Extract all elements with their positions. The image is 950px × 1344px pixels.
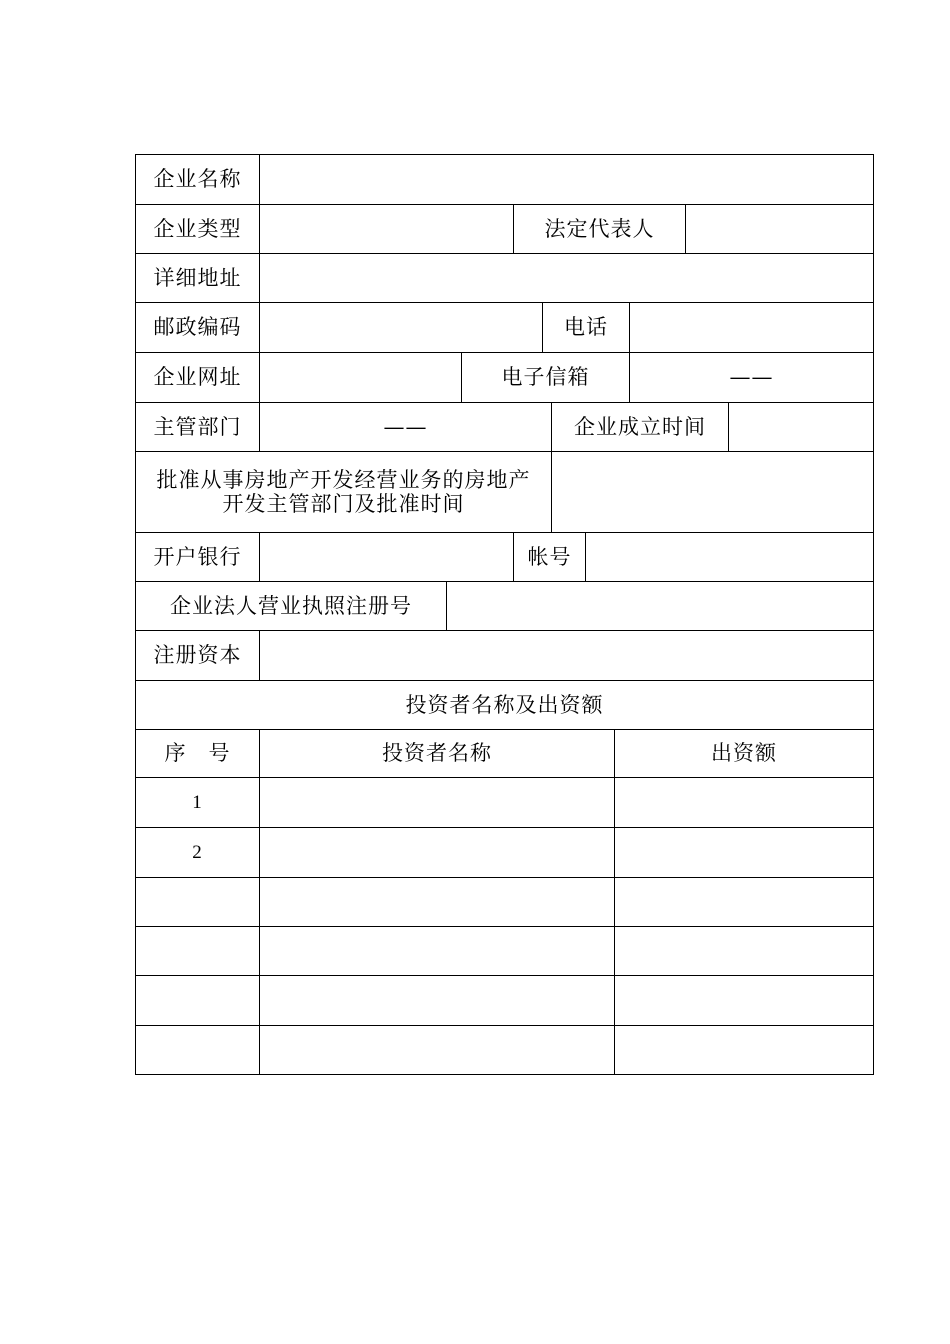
authority-label: 主管部门 [136, 403, 260, 451]
legal-rep-label: 法定代表人 [514, 205, 686, 253]
investor-name-field[interactable] [260, 976, 615, 1025]
col-investor-name-header: 投资者名称 [260, 730, 615, 777]
investor-amount-field[interactable] [615, 1026, 873, 1074]
founded-label: 企业成立时间 [552, 403, 729, 451]
license-field[interactable] [447, 582, 873, 630]
capital-label: 注册资本 [136, 631, 260, 680]
website-field[interactable] [260, 353, 462, 402]
authority-field[interactable]: —— [260, 403, 552, 451]
investor-amount-field[interactable] [615, 927, 873, 975]
investor-seq [136, 927, 260, 975]
address-label: 详细地址 [136, 254, 260, 302]
row-company-name [136, 155, 873, 205]
postcode-label: 邮政编码 [136, 303, 260, 352]
investor-seq [136, 1026, 260, 1074]
enterprise-info-form [135, 154, 874, 1075]
phone-label: 电话 [543, 303, 630, 352]
investor-amount-field[interactable] [615, 976, 873, 1025]
investor-amount-field[interactable] [615, 878, 873, 926]
investor-row [136, 828, 873, 878]
row-license [136, 582, 873, 631]
investor-row [136, 878, 873, 927]
investor-amount-field[interactable] [615, 828, 873, 877]
investors-header-row [136, 730, 873, 778]
investor-name-field[interactable] [260, 927, 615, 975]
email-field[interactable]: —— [729, 365, 774, 390]
investor-row [136, 927, 873, 976]
col-seq-header: 序 号 [136, 730, 260, 777]
approval-label: 批准从事房地产开发经营业务的房地产开发主管部门及批准时间 [136, 452, 552, 532]
company-name-field[interactable] [260, 155, 873, 204]
investors-section-title: 投资者名称及出资额 [405, 692, 604, 717]
phone-field[interactable] [630, 303, 873, 352]
investor-seq [136, 878, 260, 926]
website-label: 企业网址 [136, 353, 260, 402]
investor-row [136, 976, 873, 1026]
col-amount-header: 出资额 [711, 741, 777, 766]
investor-row [136, 1026, 873, 1074]
row-authority [136, 403, 873, 452]
company-type-field[interactable] [260, 205, 514, 253]
investor-seq: 2 [136, 828, 260, 877]
account-label: 帐号 [514, 533, 586, 581]
approval-field[interactable] [552, 452, 873, 532]
founded-field[interactable] [729, 403, 873, 451]
row-bank [136, 533, 873, 582]
row-website [136, 353, 873, 403]
address-field[interactable] [260, 254, 873, 302]
company-name-label: 企业名称 [136, 155, 260, 204]
investor-name-field[interactable] [260, 1026, 615, 1074]
account-field[interactable] [586, 533, 873, 581]
investor-name-field[interactable] [260, 878, 615, 926]
investor-name-field[interactable] [260, 778, 615, 827]
row-investors-title [136, 681, 873, 730]
investor-seq [136, 976, 260, 1025]
investor-amount-field[interactable] [615, 778, 873, 827]
bank-label: 开户银行 [136, 533, 260, 581]
bank-field[interactable] [260, 533, 514, 581]
investor-seq: 1 [136, 778, 260, 827]
investor-row [136, 778, 873, 828]
row-company-type [136, 205, 873, 254]
row-postcode [136, 303, 873, 353]
row-approval [136, 452, 873, 533]
postcode-field[interactable] [260, 303, 543, 352]
license-label: 企业法人营业执照注册号 [136, 582, 447, 630]
company-type-label: 企业类型 [136, 205, 260, 253]
row-address [136, 254, 873, 303]
investor-name-field[interactable] [260, 828, 615, 877]
legal-rep-field[interactable] [686, 205, 873, 253]
email-label: 电子信箱 [462, 353, 630, 402]
row-capital [136, 631, 873, 681]
capital-field[interactable] [260, 631, 873, 680]
